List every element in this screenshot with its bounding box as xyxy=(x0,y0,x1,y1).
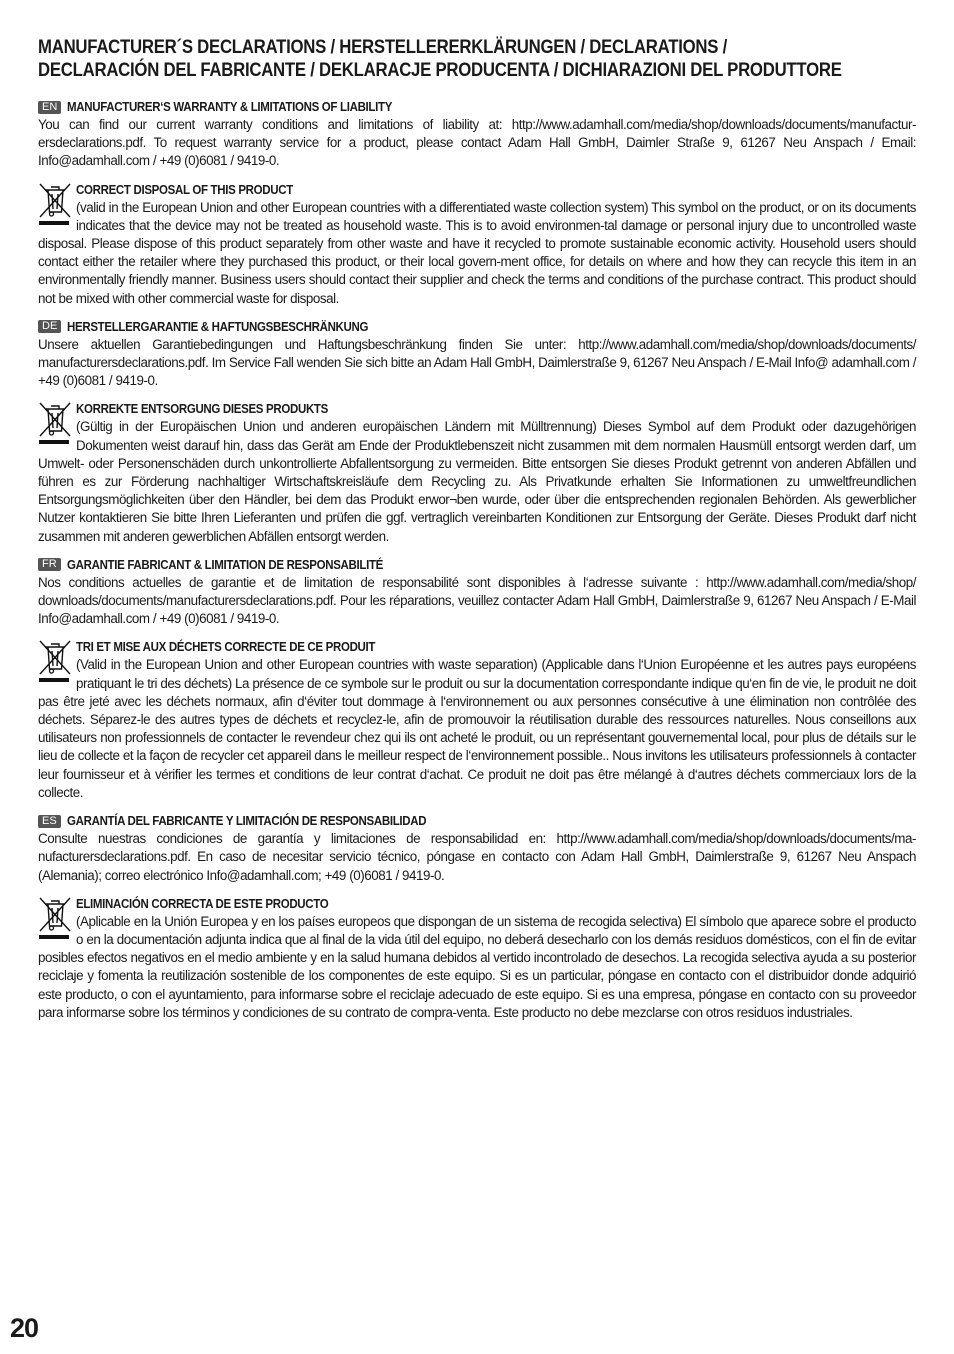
fr-disposal-heading: TRI ET MISE AUX DÉCHETS CORRECTE DE CE PRODUIT xyxy=(76,640,376,655)
es-disposal-heading: ELIMINACIÓN CORRECTA DE ESTE PRODUCTO xyxy=(76,896,329,911)
de-disposal-heading: KORREKTE ENTSORGUNG DIESES PRODUKTS xyxy=(76,402,328,417)
fr-disposal-text: (Valid in the European Union and other European countries with waste separation) (Applicable dans l‘Union Européenne et les autres pays européens pratiquant le tri des déchets) La présence de ce symbole sur le produit ou sur la documentation correspondante indique qu‘en fin de vie, le produit ne doit pas être jeté avec les déchets normaux, afin d‘éviter tout dommage à l‘environnement ou aux personnes consécutive à une élimination non contrôlée des déchets. Séparez-le des autres types de déchets et recyclez-le, afin de promouvoir la réutilisation durable des ressources naturelles. Nous conseillons aux utilisateurs non professionnels de contacter le revendeur chez qui ils ont acheté le produit, ou un représentant gouvernemental local, pour plus de détails sur le lieu de collecte et la façon de recycler cet appareil dans le meilleur respect de l‘environnement possible.. Nous invitons les utilisateurs professionnels à contacter leur fournisseur et à vérifier les termes et conditions de leur contrat d‘achat. Ce produit ne doit pas être mélangé à d‘autres déchets commerciaux lors de la collecte. xyxy=(38,657,916,800)
en-warranty-section xyxy=(38,98,916,171)
de-disposal-section xyxy=(38,400,916,545)
de-disposal-text: (Gültig in der Europäischen Union und anderen europäischen Ländern mit Mülltrennung) Dieses Symbol auf dem Produkt oder dazugehörigen Dokumenten weist darauf hin, dass das Gerät am Ende der Produktlebenszeit nicht zusammen mit dem normalen Hausmüll entsorgt werden darf, um Umwelt- oder Personenschäden durch unkontrollierte Abfallentsorgung zu vermeiden. Bitte entsorgen Sie dieses Produkt getrennt von anderen Abfällen und führen es zur Förderung nachhaltiger Wirtschaftskreisläufe dem Recycling zu. Als Privatkunde erhalten Sie Informationen zu umweltfreundlichen Entsorgungsmöglichkeiten über den Händler, bei dem das Produkt erwor¬ben wurde, oder über die entsprechenden regionalen Behörden. Als gewerblicher Nutzer kontaktieren Sie bitte Ihren Lieferanten und prüfen die ggf. vertraglich vereinbarten Konditionen zur Entsorgung der Geräte. Dieses Produkt darf nicht zusammen mit anderen gewerblichen Abfällen entsorgt werden. xyxy=(38,419,916,544)
es-warranty-text: Consulte nuestras condiciones de garantía y limitaciones de responsabilidad en: http://www.adamhall.com/media/shop/downloads/documents/ma-nufacturersdeclarations.pdf. En caso de necesitar servicio técnico, póngase en contacto con Adam Hall GmbH, Daimlerstraße 9, 61267 Neu Anspach (Alemania); correo electrónico Info@adamhall.com; +49 (0)6081 / 9419-0. xyxy=(38,831,916,883)
de-warranty-text: Unsere aktuellen Garantiebedingungen und Haftungsbeschränkung finden Sie unter: http://www.adamhall.com/media/shop/downloads/documents/ manufacturersdeclarations.pdf. Im Service Fall wenden Sie sich bitte an Adam Hall GmbH, Daimlerstraße 9, 61267 Neu Anspach / E-Mail Info@ adamhall.com / +49 (0)6081 / 9419-0. xyxy=(38,336,916,389)
crossed-out-wheelie-bin-icon xyxy=(38,401,72,445)
es-warranty-section xyxy=(38,812,916,885)
fr-warranty-text: Nos conditions actuelles de garantie et de limitation de responsabilité sont disponibles à l‘adresse suivante : http://www.adamhall.com/media/shop/ downloads/documents/manufacturersdeclarations.pdf. Pour les réparations, veuillez contacter Adam Hall GmbH, Daimlerstraße 9, 61267 Neu Anspach / E-Mail Info@adamhall.com / +49 (0)6081 / 9419-0. xyxy=(38,574,916,627)
crossed-out-wheelie-bin-icon xyxy=(38,896,72,940)
en-warranty-heading: MANUFACTURER‘S WARRANTY & LIMITATIONS OF LIABILITY xyxy=(67,100,393,114)
page-title-line-2: DECLARACIÓN DEL FABRICANTE / DEKLARACJE PRODUCENTA / DICHIARAZIONI DEL PRODUTTORE xyxy=(38,59,842,81)
de-warranty-section xyxy=(38,318,916,391)
language-badge-de: DE xyxy=(38,320,61,333)
es-disposal-section xyxy=(38,895,916,1022)
es-warranty-heading: GARANTÍA DEL FABRICANTE Y LIMITACIÓN DE RESPONSABILIDAD xyxy=(66,814,426,829)
en-disposal-section xyxy=(38,181,916,308)
crossed-out-wheelie-bin-icon xyxy=(38,639,72,683)
es-disposal-text: (Aplicable en la Unión Europea y en los países europeos que dispongan de un sistema de recogida selectiva) El símbolo que aparece sobre el producto o en la documentación adjunta indica que al final de la vida útil del equipo, no deberá desecharlo con los demás residuos domésticos, con el fin de evitar posibles efectos negativos en el medio ambiente y en la salud humana debidos al vertido incontrolado de desechos. La recogida selectiva ayuda a su posterior reciclaje y fomenta la reutilización sostenible de los componentes de este equipo. Si es un particular, póngase en contacto con el distribuidor donde adquirió este producto, o con el ayuntamiento, para informarse sobre el reciclaje adecuado de este equipo. Si es una empresa, póngase en contacto con su proveedor para informarse sobre los términos y condiciones de su contrato de compra-venta. Este producto no debe mezclarse con otros residuos industriales. xyxy=(38,913,916,1020)
fr-disposal-section xyxy=(38,638,916,802)
page-title-line-1: MANUFACTURER´S DECLARATIONS / HERSTELLERERKLÄRUNGEN / DECLARATIONS / xyxy=(38,36,727,58)
declarations-content xyxy=(38,98,916,1032)
en-disposal-heading: CORRECT DISPOSAL OF THIS PRODUCT xyxy=(76,182,293,197)
en-warranty-text: You can find our current warranty conditions and limitations of liability at: http://www.adamhall.com/media/shop/downloads/documents/manufactur-ersdeclarations.pdf. To request warranty service for a product, please contact Adam Hall GmbH, Daimler Straße 9, 61267 Neu Anspach / Email: Info@adamhall.com / +49 (0)6081 / 9419-0. xyxy=(38,117,916,169)
page-number: 20 xyxy=(10,1313,39,1343)
crossed-out-wheelie-bin-icon xyxy=(38,182,72,226)
de-warranty-heading: HERSTELLERGARANTIE & HAFTUNGSBESCHRÄNKUNG xyxy=(67,319,369,334)
language-badge-en: EN xyxy=(38,101,61,114)
fr-warranty-heading: GARANTIE FABRICANT & LIMITATION DE RESPONSABILITÉ xyxy=(66,557,383,572)
page-title xyxy=(38,36,842,82)
fr-warranty-section xyxy=(38,556,916,629)
language-badge-fr: FR xyxy=(38,558,61,571)
language-badge-es: ES xyxy=(38,815,61,828)
en-disposal-text: (valid in the European Union and other European countries with a differentiated waste collection system) This symbol on the product, or on its documents indicates that the device may not be treated as household waste. This is to avoid environmen-tal damage or personal injury due to uncontrolled waste disposal. Please dispose of this product separately from other waste and have it recycled to promote sustainable economic activity. Household users should contact either the retailer where they purchased this product, or their local govern-ment office, for details on where and how they can recycle this item in an environmentally friendly manner. Business users should contact their supplier and check the terms and conditions of the purchase contract. This product should not be mixed with other commercial waste for disposal. xyxy=(38,199,916,306)
